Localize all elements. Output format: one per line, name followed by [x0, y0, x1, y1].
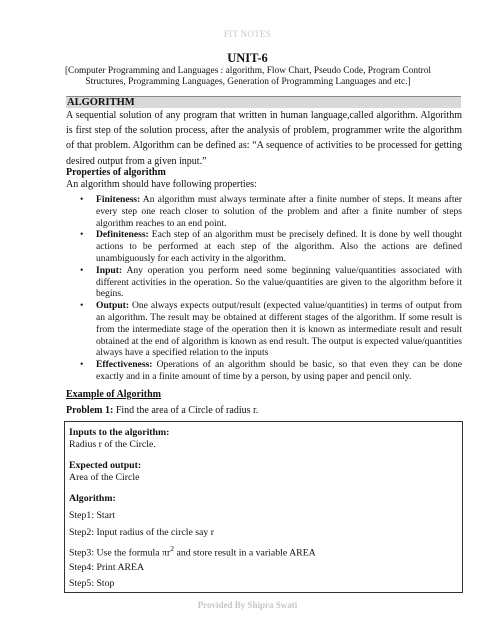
list-item — [66, 265, 462, 300]
bullet-icon: • — [80, 264, 84, 276]
property-term: Input: — [96, 264, 123, 276]
unit-subtitle: [Computer Programming and Languages : algorithm, Flow Chart, Pseudo Code, Program Control Structures, Programming Languages, Generation of Programming Languages and etc.] — [64, 66, 432, 87]
section-heading: ALGORITHM — [66, 96, 461, 108]
list-item — [66, 229, 462, 264]
footer-credit: Provided By Shipra Swati — [197, 600, 298, 610]
intro-paragraph: A sequential solution of any program that written in human language,called algorithm. Algorithm is first step of the solution process, after the analysis of problem, programmer write the algorithm of that problem. Algorithm can be defined as: “A sequence of activities to be processed for getting desired output from a given input.” — [66, 110, 462, 167]
property-text: Operations of an algorithm should be basic, so that even they can be done exactly and in a finite amount of time by a person, by using paper and pencil only. — [96, 359, 462, 382]
step-5: Step5: Stop — [69, 578, 115, 589]
list-item — [66, 359, 462, 383]
step-3-post: and store result in a variable AREA — [174, 547, 316, 559]
property-text: Each step of an algorithm must be precisely defined. It is done by well thought actions to be performed at each step of the algorithm. Also the actions are defined unambiguously for each activity in the algorithm. — [96, 229, 462, 264]
list-item — [66, 194, 462, 229]
bullet-icon: • — [80, 229, 84, 241]
properties-heading: Properties of algorithm — [66, 167, 166, 178]
bullet-icon: • — [80, 194, 84, 205]
step-2: Step2: Input radius of the circle say r — [69, 527, 215, 538]
inputs-text: Radius r of the Circle. — [69, 439, 156, 450]
property-term: Effectiveness: — [96, 359, 153, 371]
properties-list — [66, 194, 462, 383]
property-text: An algorithm must always terminate after a finite number of steps. It means after every step one reach closer to solution of the problem and after a finite number of steps algorithm reaches to an end point. — [96, 194, 462, 229]
inputs-label: Inputs to the algorithm: — [69, 427, 170, 438]
example-heading: Example of Algorithm — [66, 389, 161, 400]
step-3 — [69, 544, 316, 558]
problem-statement — [66, 405, 258, 416]
algorithm-label: Algorithm: — [69, 493, 116, 504]
output-text: Area of the Circle — [69, 472, 140, 483]
algorithm-box — [64, 421, 463, 593]
property-term: Output: — [96, 300, 130, 312]
header-watermark: FIT NOTES — [223, 29, 272, 39]
step-1: Step1: Start — [69, 510, 115, 521]
step-4: Step4: Print AREA — [69, 562, 145, 573]
step-3-pre: Step3: Use the formula πr — [69, 547, 171, 559]
list-item — [66, 300, 462, 359]
output-label: Expected output: — [69, 460, 142, 471]
problem-text: Find the area of a Circle of radius r. — [113, 405, 259, 416]
bullet-icon: • — [80, 359, 84, 371]
step-3-exponent: 2 — [170, 544, 175, 553]
property-text: One always expects output/result (expected value/quantities) in terms of output from an algorithm. The result may be obtained at different stages of the algorithm. If some result is from the intermediate stage of the operation then it is known as intermediate result and result obtained at the end of algorithm is known as end result. The output is expected value/quantities always have a specified relation to the inputs — [96, 300, 462, 359]
unit-title: UNIT-6 — [227, 51, 268, 65]
property-term: Finiteness: — [96, 194, 141, 205]
bullet-icon: • — [80, 300, 84, 312]
property-text: Any operation you perform need some beginning value/quantities associated with different activities in the operation. So the value/quantities are given to the algorithm before it begins. — [96, 264, 462, 300]
properties-intro: An algorithm should have following properties: — [66, 179, 257, 190]
problem-label: Problem 1: — [66, 405, 114, 416]
property-term: Definiteness: — [96, 229, 149, 241]
